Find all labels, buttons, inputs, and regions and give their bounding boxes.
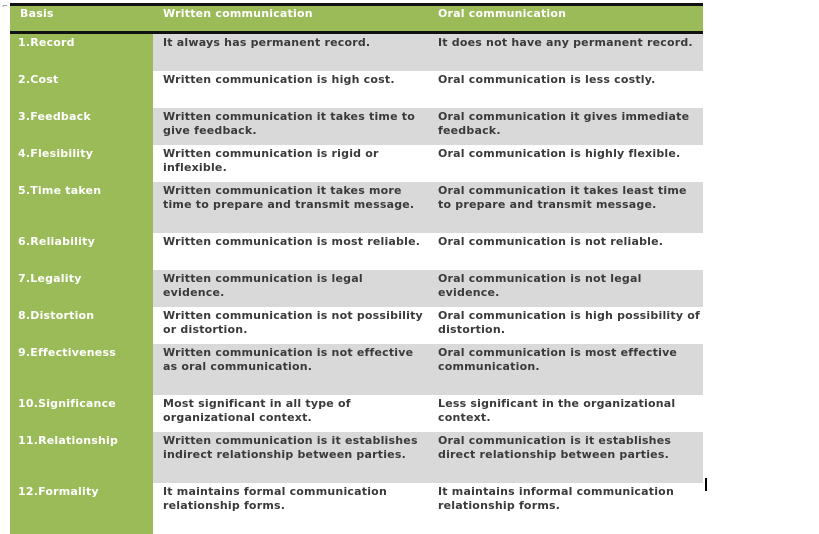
table-row: [10, 483, 703, 534]
oral-cell: Oral communication is not reliable.: [428, 233, 703, 270]
table-row: [10, 71, 703, 108]
oral-cell: Oral communication is less costly.: [428, 71, 703, 108]
written-cell: Written communication is legal evidence.: [153, 270, 428, 307]
oral-cell: Oral communication is highly flexible.: [428, 145, 703, 182]
table-row: [10, 233, 703, 270]
oral-cell: Oral communication it takes least time to prepare and transmit message.: [428, 182, 703, 233]
written-cell: Written communication is high cost.: [153, 71, 428, 108]
table-row: [10, 307, 703, 344]
basis-cell: 4.Flesibility: [10, 145, 153, 182]
written-cell: Written communication it takes more time to prepare and transmit message.: [153, 182, 428, 233]
basis-cell: 7.Legality: [10, 270, 153, 307]
table-row: [10, 270, 703, 307]
basis-cell: 1.Record: [10, 33, 153, 72]
written-cell: It maintains formal communication relationship forms.: [153, 483, 428, 534]
oral-cell: Oral communication is it establishes direct relationship between parties.: [428, 432, 703, 483]
basis-cell: 11.Relationship: [10, 432, 153, 483]
oral-cell: Oral communication is most effective communication.: [428, 344, 703, 395]
written-cell: Most significant in all type of organizational context.: [153, 395, 428, 432]
oral-cell: Oral communication is high possibility of distortion.: [428, 307, 703, 344]
basis-cell: 12.Formality: [10, 483, 153, 534]
oral-cell: It does not have any permanent record.: [428, 33, 703, 72]
written-cell: Written communication is not effective as oral communication.: [153, 344, 428, 395]
written-cell: It always has permanent record.: [153, 33, 428, 72]
table-row: [10, 395, 703, 432]
text-cursor: [705, 478, 707, 491]
header-row: [10, 5, 703, 33]
header-written: Written communication: [153, 5, 428, 33]
table-row: [10, 182, 703, 233]
comparison-table: [10, 3, 703, 534]
oral-cell: Less significant in the organizational context.: [428, 395, 703, 432]
written-cell: Written communication is it establishes indirect relationship between parties.: [153, 432, 428, 483]
table-row: [10, 344, 703, 395]
header-oral: Oral communication: [428, 5, 703, 33]
written-cell: Written communication it takes time to give feedback.: [153, 108, 428, 145]
basis-cell: 3.Feedback: [10, 108, 153, 145]
header-basis: Basis: [10, 5, 153, 33]
written-cell: Written communication is most reliable.: [153, 233, 428, 270]
basis-cell: 2.Cost: [10, 71, 153, 108]
basis-cell: 6.Reliability: [10, 233, 153, 270]
table-row: [10, 108, 703, 145]
oral-cell: Oral communication it gives immediate feedback.: [428, 108, 703, 145]
anchor-mark: ⌐: [2, 2, 8, 10]
table-row: [10, 432, 703, 483]
oral-cell: It maintains informal communication relationship forms.: [428, 483, 703, 534]
table-row: [10, 33, 703, 72]
basis-cell: 10.Significance: [10, 395, 153, 432]
basis-cell: 5.Time taken: [10, 182, 153, 233]
basis-cell: 8.Distortion: [10, 307, 153, 344]
basis-cell: 9.Effectiveness: [10, 344, 153, 395]
written-cell: Written communication is not possibility or distortion.: [153, 307, 428, 344]
table-row: [10, 145, 703, 182]
written-cell: Written communication is rigid or inflexible.: [153, 145, 428, 182]
oral-cell: Oral communication is not legal evidence.: [428, 270, 703, 307]
